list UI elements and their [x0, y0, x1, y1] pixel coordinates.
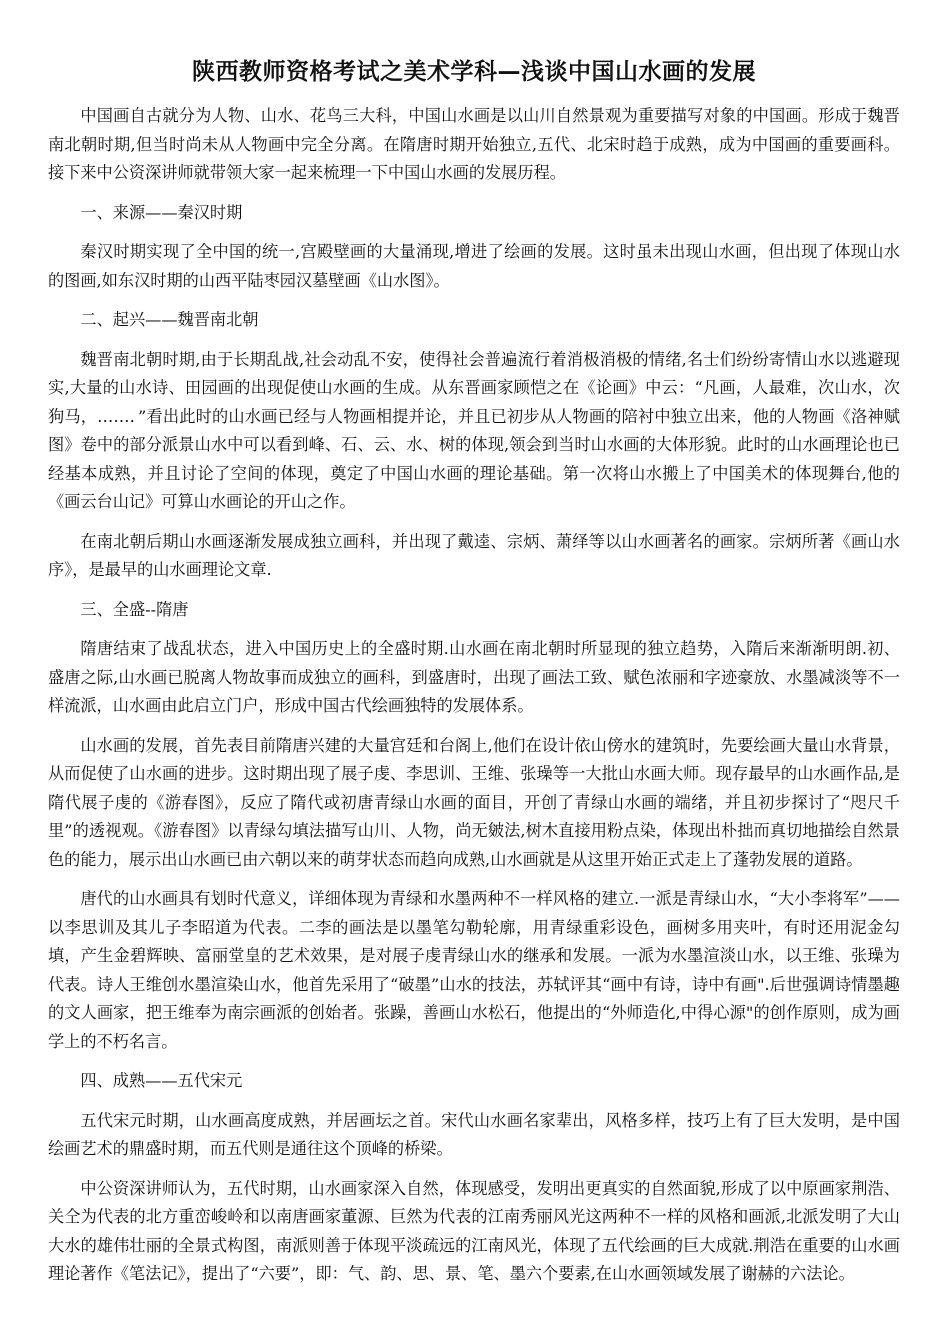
section-heading-2: 二、起兴——魏晋南北朝 [80, 310, 259, 329]
paragraph-song-yuan-2: 中公资深讲师认为，五代时期，山水画家深入自然，体现感受，发明出更真实的自然面貌,形成了以中原画家荆浩、关仝为代表的北方重峦峻岭和以南唐画家董源、巨然为代表的江南秀丽风光这两种不一样的风格和画派,北派发明了大山大水的雄伟壮丽的全景式构图，南派则善于体现平淡疏远的江南风光，体现了五代绘画的巨大成就.荆浩在重要的山水画理论著作《笔法记》，提出了“六要”，即：气、韵、思、景、笔、墨六个要素,在山水画领域发展了谢赫的六法论。 [48, 1178, 900, 1283]
paragraph-wei-jin-2: 在南北朝后期山水画逐渐发展成独立画科，并出现了戴逵、宗炳、萧绎等以山水画著名的画家。宗炳所著《画山水序》，是最早的山水画理论文章. [48, 531, 900, 579]
paragraph-sui-tang-2: 山水画的发展，首先表目前隋唐兴建的大量宫廷和台阁上,他们在设计依山傍水的建筑时，先要绘画大量山水背景，从而促使了山水画的进步。这时期出现了展子虔、李思训、王维、张璪等一大批山水画大师。现存最早的山水画作品,是隋代展子虔的《游春图》，反应了隋代或初唐青绿山水画的面目，开创了青绿山水画的端绪，并且初步探讨了“咫尺千里”的透视观。《游春图》以青绿勾填法描写山川、人物，尚无皴法,树木直接用粉点染，体现出朴拙而真切地描绘自然景色的能力，展示出山水画已由六朝以来的萌芽状态而趋向成熟,山水画就是从这里开始正式走上了蓬勃发展的道路。 [48, 735, 900, 869]
section-heading-1: 一、来源——秦汉时期 [80, 202, 243, 222]
paragraph-intro: 中国画自古就分为人物、山水、花鸟三大科，中国山水画是以山川自然景观为重要描写对象的中国画。形成于魏晋南北朝时期,但当时尚未从人物画中完全分离。在隋唐时期开始独立,五代、北宋时趋于成熟，成为中国画的重要画科。接下来中公资深讲师就带领大家一起来梳理一下中国山水画的发展历程。 [48, 106, 900, 182]
section-heading-3: 三、全盛--隋唐 [80, 599, 189, 619]
paragraph-qin-han: 秦汉时期实现了全中国的统一,宫殿壁画的大量涌现,增进了绘画的发展。这时虽未出现山水画，但出现了体现山水的图画,如东汉时期的山西平陆枣园汉墓壁画《山水图》。 [48, 242, 900, 290]
paragraph-sui-tang-1: 隋唐结束了战乱状态，进入中国历史上的全盛时期.山水画在南北朝时所显现的独立趋势，入隋后来渐渐明朗.初、盛唐之际,山水画已脱离人物故事而成独立的画科，到盛唐时，出现了画法工致、赋色浓丽和字迹豪放、水墨减淡等不一样流派，山水画由此启立门户，形成中国古代绘画独特的发展体系。 [48, 639, 900, 715]
section-heading-4: 四、成熟——五代宋元 [80, 1071, 243, 1090]
paragraph-wei-jin-1: 魏晋南北朝时期,由于长期乱战,社会动乱不安，使得社会普遍流行着消极消极的情绪,名士们纷纷寄情山水以逃避现实,大量的山水诗、田园画的出现促使山水画的生成。从东晋画家顾恺之在《论画》中云：“凡画，人最难，次山水，次狗马，……．”看出此时的山水画已经与人物画相提并论，并且已初步从人物画的陪衬中独立出来，他的人物画《洛神赋图》卷中的部分派景山水中可以看到峰、石、云、水、树的体现,领会到当时山水画的大体形貌。此时的山水画理论也已经基本成熟，并且讨论了空间的体现，奠定了中国山水画的理论基础。第一次将山水搬上了中国美术的体现舞台,他的《画云台山记》可算山水画论的开山之作。 [48, 349, 900, 511]
paragraph-song-yuan-1: 五代宋元时期，山水画高度成熟，并居画坛之首。宋代山水画名家辈出，风格多样，技巧上有了巨大发明，是中国绘画艺术的鼎盛时期，而五代则是通往这个顶峰的桥梁。 [48, 1110, 900, 1158]
paragraph-sui-tang-3: 唐代的山水画具有划时代意义，详细体现为青绿和水墨两种不一样风格的建立.一派是青绿山水，“大小李将军”——以李思训及其儿子李昭道为代表。二李的画法是以墨笔勾勒轮廓，用青绿重彩设色，画树多用夹叶，有时还用泥金勾填，产生金碧辉映、富丽堂皇的艺术效果，是对展子虔青绿山水的继承和发展。一派为水墨渲淡山水，以王维、张璪为代表。诗人王维创水墨渲染山水，他首先采用了“破墨”山水的技法，苏轼评其“画中有诗，诗中有画".后世强调诗情墨趣的文人画家，把王维奉为南宗画派的创始者。张躁，善画山水松石，他提出的“外师造化,中得心源"的创作原则，成为画学上的不朽名言。 [48, 889, 900, 1051]
document-title: 陕西教师资格考试之美术学科—浅谈中国山水画的发展 [192, 59, 756, 85]
